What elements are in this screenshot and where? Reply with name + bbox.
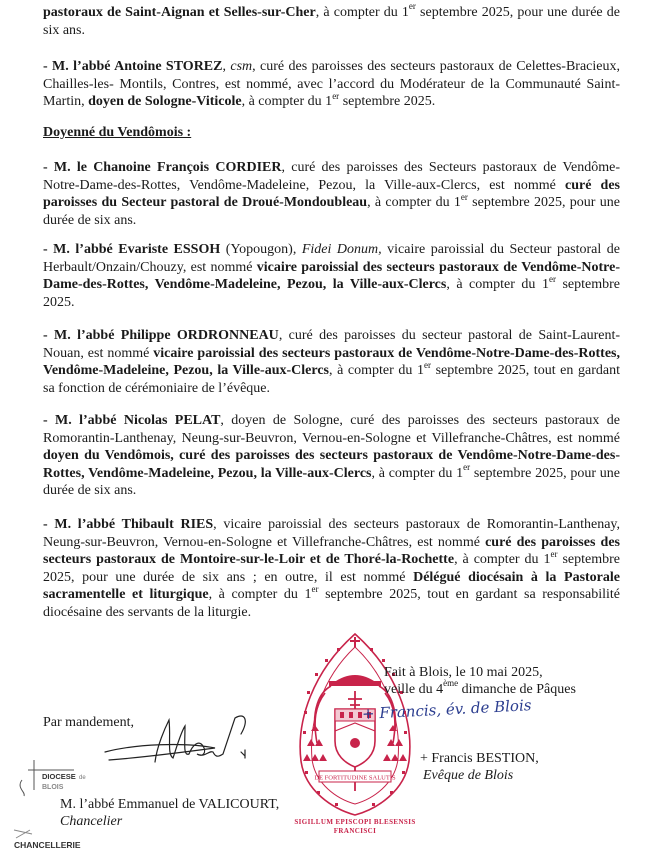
text-run: , à compter du 1 <box>446 277 549 293</box>
superscript: er <box>332 90 340 101</box>
text-run: , doyen de Sologne, curé des paroisses des secteurs pastoraux de Romorantin-Lanthenay, Neung-sur-Beuvron, Vernou-en-Sologne et Villefranche-Châtres, est nommé <box>43 413 620 446</box>
signer-title: Evêque de Blois <box>423 768 514 783</box>
italic-text: Fidei Donum, <box>301 242 382 257</box>
chancellor-name: M. l’abbé Emmanuel de VALICOURT, <box>60 797 280 812</box>
text-run: septembre 2025, pour une durée de six ans. <box>43 465 620 499</box>
section-heading-vendomois: Doyenné du Vendômois : <box>43 125 192 140</box>
bold-text: - M. le Chanoine François CORDIER <box>43 160 282 175</box>
italic-text: csm <box>230 59 253 74</box>
bold-text: - M. l’abbé Nicolas PELAT <box>43 413 221 428</box>
text-run: vicaire paroissial du Secteur pastoral de Herbault/Onzain/Chouzy, est nommé <box>43 242 621 275</box>
svg-text:de: de <box>79 775 86 781</box>
text-run: , à compter du 1 <box>367 195 461 211</box>
svg-text:DIOCESE: DIOCESE <box>42 772 76 781</box>
bold-text: doyen de Sologne-Viticole <box>88 94 242 110</box>
place-date: Fait à Blois, le 10 mai 2025, <box>384 665 543 680</box>
text-run: septembre 2025, tout en gardant sa responsabilité diocésaine des servants de la liturgie. <box>43 587 620 620</box>
superscript: er <box>311 583 319 594</box>
text-run: septembre 2025, tout en gardant sa fonction de cérémoniaire de l’évêque. <box>43 363 620 396</box>
bold-text: curé des paroisses du Secteur pastoral de Droué-Mondoubleau <box>43 177 620 211</box>
superscript: er <box>423 359 431 370</box>
bold-text: curé des paroisses des secteurs pastoraux de Montoire-sur-le-Loir et de Thoré-la-Rochette <box>43 534 620 568</box>
bold-text: pastoraux de Saint-Aignan et Selles-sur-Cher <box>43 5 316 20</box>
superscript: er <box>463 462 471 473</box>
text-run: , curé des paroisses du secteur pastoral de Saint-Laurent-Nouan, est nommé <box>43 328 620 361</box>
text-run: , à compter du 1 <box>208 587 312 603</box>
paragraph-ries <box>43 516 620 622</box>
bold-text: - M. l’abbé Thibault RIES <box>43 517 214 532</box>
paragraph-saint-aignan <box>43 1 620 39</box>
chancellor-title: Chancelier <box>60 814 123 829</box>
text-run: , vicaire paroissial des secteurs pastoraux de Romorantin-Lanthenay, Neung-sur-Beuvron, Vernou-en-Sologne et Villefranche-Châtres, est nommé <box>43 517 620 550</box>
text-run: , à compter du 1 <box>454 552 551 568</box>
text-run: septembre 2025, pour une durée de six ans. <box>43 195 620 228</box>
episcopal-seal <box>293 631 417 817</box>
superscript: er <box>550 548 558 559</box>
text-run: , à compter du 1 <box>371 465 464 481</box>
svg-text:CHANCELLERIE: CHANCELLERIE <box>14 840 81 850</box>
bold-text: - M. l’abbé Evariste ESSOH <box>43 242 221 257</box>
bold-text: vicaire paroissial des secteurs pastoraux de Vendôme-Notre-Dame-des-Rottes, Vendôme-Madeleine, Pezou, la Ville-aux-Clercs <box>43 259 621 293</box>
bold-text: doyen du Vendômois, curé des paroisses des secteurs pastoraux de Vendôme-Notre-Dame-des-Rottes, Vendôme-Madeleine, Pezou, la Ville-aux-Clercs <box>43 448 620 481</box>
paragraph-storez <box>43 58 620 111</box>
text-run: , curé des paroisses des Secteurs pastoraux de Vendôme-Notre-Dame-des-Rottes, Vendôme-Madeleine, Pezou, la Ville-aux-Clercs, est nommé <box>43 160 621 193</box>
text-run: (Yopougon), <box>220 242 302 257</box>
bold-text: - M. l’abbé Philippe ORDRONNEAU <box>43 328 279 343</box>
bold-text: - M. l’abbé Antoine STOREZ <box>43 59 223 74</box>
paragraph-essoh <box>43 241 620 311</box>
superscript: er <box>408 1 416 12</box>
mandate-label: Par mandement, <box>43 715 134 730</box>
chancellor-handwritten-signature <box>95 712 255 782</box>
bold-text: Délégué diocésain à la Pastorale sacramentelle et liturgique <box>43 569 620 603</box>
text-run: septembre 2025. <box>43 277 620 310</box>
text-run: , à compter du 1 <box>328 363 424 379</box>
seal-legend: SIGILLUM EPISCOPI BLESENSIS FRANCISCI <box>294 818 416 835</box>
paragraph-cordier <box>43 159 620 229</box>
seal-motto: DE FORTITUDINE SALUTIS <box>314 774 396 782</box>
text-run: , à compter du 1 <box>241 94 333 110</box>
paragraph-ordronneau <box>43 327 620 397</box>
bold-text: vicaire paroissial des secteurs pastoraux de Vendôme-Notre-Dame-des-Rottes, Vendôme-Madeleine, Pezou, la Ville-aux-Clercs <box>43 345 620 379</box>
superscript: er <box>548 273 556 284</box>
liturgical-occasion: veille du 4ème dimanche de Pâques <box>384 678 576 697</box>
svg-text:BLOIS: BLOIS <box>42 784 64 791</box>
text-run: , <box>222 59 231 74</box>
signer-name: + Francis BESTION, <box>420 751 539 766</box>
text-run: septembre 2025, pour une durée de six ans. <box>43 5 620 38</box>
bishop-handwritten-signature: + Francis, év. de Blois <box>361 696 532 723</box>
superscript: er <box>460 191 468 202</box>
text-run: , à compter du 1 <box>315 5 409 20</box>
paragraph-pelat <box>43 412 620 500</box>
text-run: , curé des paroisses des secteurs pastoraux de Celettes-Bracieux, Chailles-les- Montils, Contres, est nommé, avec l’accord du Modérateur de la Communauté Saint-Martin, <box>43 59 621 110</box>
text-run: septembre 2025. <box>339 94 436 110</box>
text-run: septembre 2025, pour une durée de six ans ; en outre, il est nommé <box>43 552 620 585</box>
